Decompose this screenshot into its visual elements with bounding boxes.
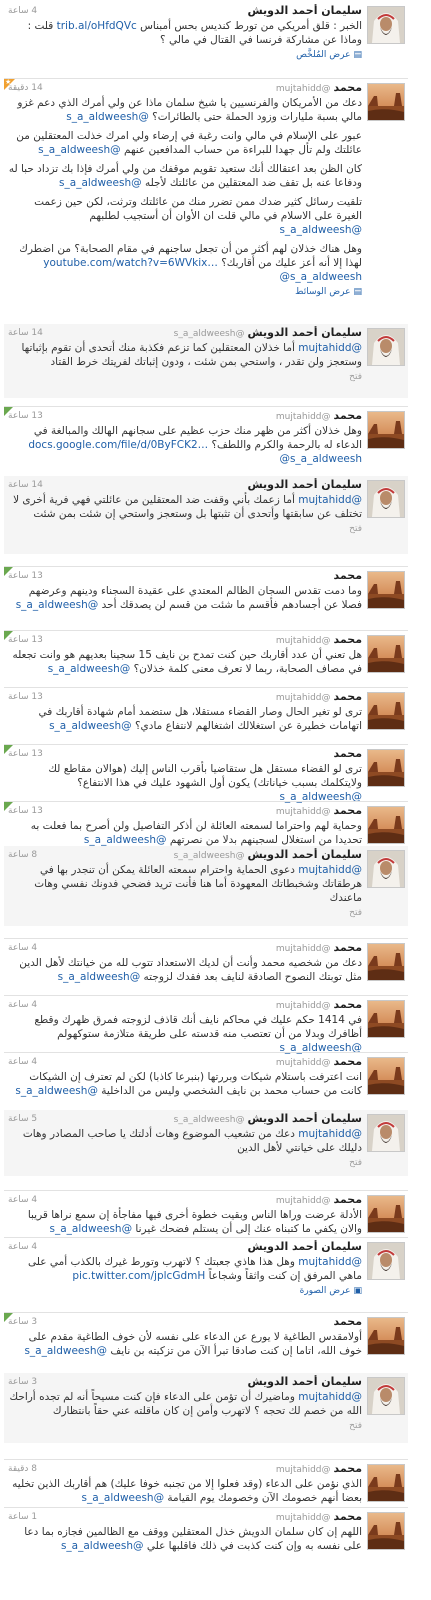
tweet[interactable] [4, 938, 408, 994]
tweet[interactable] [4, 801, 408, 845]
tweet-paragraph [8, 1525, 362, 1553]
text-segment: اللهم إن كان سلمان الدويش خذل المعتقلين ووقف مع الظالمين فجازه بما دعا على نفسه به وإن كنت كذبت في ذلك فاقلبها علي [24, 1526, 362, 1552]
tweet-content [8, 1240, 362, 1297]
media-icon: ▤ [353, 50, 362, 60]
tweet-content [8, 1375, 362, 1432]
tweet-paragraph [8, 1330, 362, 1358]
author-handle[interactable]: @mujtahidd [275, 636, 331, 646]
avatar[interactable] [367, 1195, 405, 1233]
tweet[interactable] [4, 1237, 408, 1301]
tweet-paragraph [8, 341, 362, 369]
author-handle[interactable]: @mujtahidd [275, 1058, 331, 1068]
tweet-header [8, 1193, 362, 1207]
tweet-content [8, 1462, 362, 1505]
tweet[interactable] [4, 78, 408, 324]
tweet[interactable] [4, 1459, 408, 1505]
text-segment: أما خذلان المعتقلين كما تزعم فكذبة منك أتحدى أن تقوم بإثباتها وستعجز ولن تقدر ، واستحي بمن شئت ، ودون إثباتك لفريتك خرط القتاد [21, 342, 362, 368]
tweet-header [8, 1510, 362, 1524]
timestamp[interactable]: 4 ساعة [8, 6, 38, 16]
author-name[interactable]: سليمان أحمد الدويش [247, 848, 362, 861]
tweet-header [8, 569, 362, 583]
expand-action[interactable] [8, 1420, 362, 1432]
timestamp[interactable]: 13 ساعة [8, 411, 43, 421]
author-name[interactable]: محمد [333, 569, 362, 582]
mention-link[interactable]: @s_a_aldweesh [279, 1042, 362, 1054]
avatar[interactable] [367, 1114, 405, 1152]
text-segment: وما دمت تقدس السجان الظالم المعتدي على عقيدة السجناء ودينهم وعرضهم فصلا عن أجسادهم فأقسم ما شئت من قسم لن يصدقك أحد [28, 585, 362, 611]
tweet-text [8, 705, 362, 733]
author-name[interactable]: محمد [333, 633, 362, 646]
tweet[interactable] [4, 1312, 408, 1362]
author-name[interactable]: سليمان أحمد الدويش [247, 1240, 362, 1253]
mention-link[interactable]: @mujtahidd [298, 1256, 362, 1268]
text-segment: تلقيت رسائل كثير ضدك ممن تضرر منك من عائلتك وترثت، لكن حين زعمت الغيرة على الاسلام في مالي قلت ان الأوان أن أستجيب لطلبهم [34, 196, 362, 222]
text-segment: انت اعترفت باستلام شيكات وبررتها (بنبرعا كاذبا) لكن لم تعترف إن الشيكات كانت من حساب محمد بن نايف الشخصي وليس من الداخلية [29, 1071, 362, 1097]
author-handle[interactable]: @mujtahidd [275, 944, 331, 954]
tweet-content [8, 1112, 362, 1169]
tweet-text [8, 1208, 362, 1236]
text-segment: وماضيرك أن تؤمن على الدعاء فإن كنت مسيحاً أنه لم تجده أراحك الله من خصم لك تحجه ؟ لاتهرب وأمن إن كان ماقلته عني حقاً بانتظارك [9, 1391, 362, 1417]
expand-action[interactable] [8, 49, 362, 61]
mention-link[interactable]: @s_a_aldweesh [15, 599, 99, 611]
mention-link[interactable]: @s_a_aldweesh [279, 453, 362, 465]
tweet[interactable] [4, 476, 408, 554]
tweet-paragraph [8, 648, 362, 676]
avatar[interactable] [367, 1057, 405, 1095]
tweet-header [8, 1462, 362, 1476]
media-icon: ▣ [353, 1286, 362, 1296]
avatar[interactable] [367, 411, 405, 449]
timestamp[interactable]: 13 ساعة [8, 749, 43, 759]
text-segment: كان الظن بعد اعتقالك أنك ستعيد تقويم موقفك من ولي أمرك فإذا بك تزداد حبا له ودفاعا عنه بل تقف ضد المعتقلين من عائلتك لأجله [8, 163, 362, 189]
tweet-text [8, 1013, 362, 1055]
author-handle[interactable]: @mujtahidd [275, 1001, 331, 1011]
tweet-paragraph [8, 195, 362, 237]
text-segment: دعك من تشعيب الموضوع وهات أدلتك يا صاحب المصادر وهات دليلك على خيانتي لأهل الدين [22, 1128, 362, 1154]
tweet-text [8, 424, 362, 466]
tweet-header [8, 1315, 362, 1329]
tweet-paragraph [8, 129, 362, 157]
tweet-content [8, 998, 362, 1055]
text-segment: عبور على الإسلام في مالي وانت رغبة في إرضاء ولي امرك خذلت المعتقلين من عائلتك ولم تأل جهدا للبراءة من حساب المدافعين عنهم [16, 130, 362, 156]
tweet-paragraph [8, 242, 362, 284]
text-segment: دعوى الحماية واحترام سمعته العائلة يمكن أن تنجدر بها في هرطقاتك وشخبطاتك المعهودة أما هنا فأنت تريد فضحي فدونك نفسي وهات ماعندك [34, 864, 362, 904]
text-segment: قلت : وماذا عن مشاركة فرنسا في القتال في مالي ؟ [27, 20, 362, 46]
tweet-header [8, 326, 362, 340]
tweet-text [8, 96, 362, 284]
tweet-text [8, 1390, 362, 1418]
author-name[interactable]: سليمان أحمد الدويش [247, 1112, 362, 1125]
author-name[interactable]: سليمان أحمد الدويش [247, 4, 362, 17]
author-name[interactable]: محمد [333, 1462, 362, 1475]
expand-action-label: فتح [349, 1421, 362, 1431]
tweet-content [8, 633, 362, 676]
mention-link[interactable]: @s_a_aldweesh [279, 271, 362, 283]
tweet-content [8, 1315, 362, 1358]
author-name[interactable]: محمد [333, 941, 362, 954]
author-name[interactable]: محمد [333, 1510, 362, 1523]
expand-action-label: فتح [349, 524, 362, 534]
author-name[interactable]: محمد [333, 747, 362, 760]
tweet-text [8, 1070, 362, 1098]
timestamp[interactable]: 13 ساعة [8, 806, 43, 816]
tweet-header [8, 848, 362, 862]
tweet-header [8, 81, 362, 95]
tweet-content [8, 4, 362, 61]
tweet-header [8, 690, 362, 704]
avatar[interactable] [367, 1317, 405, 1355]
tweet-paragraph [8, 1390, 362, 1418]
mention-link[interactable]: @s_a_aldweesh [83, 834, 167, 846]
timestamp[interactable]: 3 ساعة [8, 1377, 38, 1387]
media-icon: ▤ [353, 287, 362, 297]
tweet-text [8, 584, 362, 612]
expand-action-label: عرض الصورة [299, 1286, 351, 1296]
text-segment: وهل هذا هاذي جعبتك ؟ لاتهرب وتورط غيرك بالكذب أمي على ماهي المرفق إن كنت واثقاً وشجاعاً [28, 1256, 362, 1282]
tweet-text [8, 1330, 362, 1358]
author-name[interactable]: سليمان أحمد الدويش [247, 326, 362, 339]
mention-link[interactable]: @s_a_aldweesh [279, 791, 362, 803]
mention-link[interactable]: @s_a_aldweesh [60, 1540, 144, 1552]
mention-link[interactable]: @s_a_aldweesh [279, 224, 362, 236]
tweet-paragraph [8, 1477, 362, 1505]
tweet-text [8, 19, 362, 47]
avatar[interactable] [367, 328, 405, 366]
text-segment: دعك من الأمريكان والفرنسيين يا شيخ سلمان ماذا عن ولي أمرك الذي دعم غزو مالي بسبة مليارات وزود الحملة حتى بالطائرات؟ [17, 97, 362, 123]
tweet-content [8, 1055, 362, 1098]
text-segment: ترى لو القضاء مستقل هل ستقاضيا بأقرب الناس إليك (هوالان مقاطع لك ولايتكلمك بسبب خياناتك) يكون أول الشهود عليك في هذا الانتفاع؟ [48, 763, 362, 789]
timestamp[interactable]: 13 ساعة [8, 635, 43, 645]
author-handle[interactable]: @mujtahidd [275, 807, 331, 817]
tweet[interactable] [4, 566, 408, 628]
tweet-paragraph [8, 424, 362, 466]
author-handle[interactable]: @mujtahidd [275, 412, 331, 422]
text-segment: ترى لو تغير الحال وصار القضاء مستقلا، هل ستضمد أمام شهادة أقاربك في اتهامات خطيرة عن استغلالك اشتغالهم لانتفاع مادي؟ [38, 706, 362, 732]
avatar[interactable] [367, 1377, 405, 1415]
mention-link[interactable]: @mujtahidd [298, 1391, 362, 1403]
timestamp[interactable]: 14 ساعة [8, 480, 43, 490]
mention-link[interactable]: @s_a_aldweesh [81, 1492, 165, 1504]
expand-action-label: فتح [349, 908, 362, 918]
tweet-paragraph [8, 1127, 362, 1155]
tweet-paragraph [8, 956, 362, 984]
text-segment: الذي نؤمن على الدعاء (وقد فعلوا إلا من تجنبه خوفا عليك) هم أقاربك الذين تخليه بعضا أنهم خصومك الآن وخصومك يوم القيامة [12, 1478, 362, 1504]
timestamp[interactable]: 13 ساعة [8, 692, 43, 702]
tweet-content [8, 941, 362, 984]
mention-link[interactable]: @s_a_aldweesh [49, 1223, 133, 1235]
text-segment: أما زعمك بأني وقفت ضد المعتقلين من عائلتي فهي فرية أخرى لا تختلف عن سابقتها وأتحدى أن تثبتها بل وستعجز واستحي إن شئت بمن شئت [13, 494, 362, 520]
expand-action-label: عرض الوسائط [295, 287, 351, 297]
expand-action[interactable] [8, 1157, 362, 1169]
timestamp[interactable]: 14 ساعة [8, 328, 43, 338]
avatar[interactable] [367, 749, 405, 787]
expand-action[interactable] [8, 286, 362, 298]
expand-action[interactable] [8, 1285, 362, 1297]
timestamp[interactable]: 1 ساعة [8, 1512, 38, 1522]
expand-action-label: فتح [349, 1158, 362, 1168]
expand-action-label: فتح [349, 372, 362, 382]
author-name[interactable]: محمد [333, 1193, 362, 1206]
author-name[interactable]: محمد [333, 1055, 362, 1068]
tweet-content [8, 804, 362, 847]
author-name[interactable]: محمد [333, 998, 362, 1011]
url-link[interactable]: youtube.com/watch?v=6WVkix… [43, 257, 218, 269]
mention-link[interactable]: @s_a_aldweesh [59, 177, 142, 189]
tweet-paragraph [8, 705, 362, 733]
tweet-content [8, 409, 362, 466]
tweet-text [8, 819, 362, 847]
avatar[interactable] [367, 850, 405, 888]
tweet[interactable] [4, 744, 408, 803]
text-segment: الخبر : قلق أمريكي من تورط كنديس بحس أمبناس [136, 20, 362, 32]
url-link[interactable]: pic.twitter.com/jplcGdmH [72, 1270, 206, 1282]
mention-link[interactable]: @mujtahidd [298, 864, 362, 876]
expand-action-label: عرض المُلخَّص [296, 50, 351, 60]
tweet-header [8, 478, 362, 492]
tweet-header [8, 1240, 362, 1254]
tweet-header [8, 633, 362, 647]
tweet-paragraph [8, 1070, 362, 1098]
tweet-text [8, 1477, 362, 1505]
text-segment: وهل خذلان أكثر من ظهر منك حزب عظيم على سجانهم الهالك والمبالغة في الدعاء له بالرحمة والكرم واللطف؟ [33, 425, 362, 451]
avatar[interactable] [367, 83, 405, 121]
tweet-header [8, 747, 362, 761]
mention-link[interactable]: @s_a_aldweesh [38, 144, 121, 156]
tweet-text [8, 341, 362, 369]
tweet-paragraph [8, 1013, 362, 1055]
tweet-header [8, 1055, 362, 1069]
mention-link[interactable]: @s_a_aldweesh [15, 1085, 98, 1097]
tweet[interactable] [4, 995, 408, 1054]
tweet[interactable] [4, 1110, 408, 1176]
tweet-content [8, 747, 362, 804]
author-handle[interactable]: @mujtahidd [275, 693, 331, 703]
tweet-paragraph [8, 762, 362, 804]
tweet-paragraph [8, 493, 362, 521]
star-icon: ★ [5, 78, 12, 86]
tweet-header [8, 941, 362, 955]
text-segment: دعك من شخصيه محمد وأنت أن لديك الاستعداد تتوب لله من خيانتك لأهل الدين مثل توبتك النصوح الصادقة لنايف بعد فقدك لزوجته [19, 957, 362, 983]
expand-action[interactable] [8, 371, 362, 383]
tweet[interactable] [4, 630, 408, 686]
tweet-paragraph [8, 19, 362, 47]
mention-link[interactable]: @mujtahidd [298, 342, 362, 354]
mention-link[interactable]: @mujtahidd [298, 494, 362, 506]
mention-link[interactable]: @s_a_aldweesh [57, 971, 141, 983]
mention-link[interactable]: @s_a_aldweesh [66, 111, 149, 123]
tweet-content [8, 81, 362, 298]
tweet[interactable] [4, 1190, 408, 1236]
author-name[interactable]: محمد [333, 804, 362, 817]
author-handle[interactable]: @s_a_aldweesh [173, 1115, 245, 1125]
tweet-content [8, 478, 362, 535]
timestamp[interactable]: 4 ساعة [8, 1242, 38, 1252]
tweet-header [8, 1112, 362, 1126]
timestamp[interactable]: 3 ساعة [8, 1317, 38, 1327]
mention-link[interactable]: @s_a_aldweesh [24, 1345, 108, 1357]
mention-link[interactable]: @s_a_aldweesh [47, 663, 131, 675]
expand-action[interactable] [8, 907, 362, 919]
avatar[interactable] [367, 1242, 405, 1280]
tweet-header [8, 804, 362, 818]
avatar[interactable] [367, 635, 405, 673]
tweet[interactable] [4, 2, 408, 60]
tweet-paragraph [8, 584, 362, 612]
tweet[interactable] [4, 324, 408, 398]
avatar[interactable] [367, 6, 405, 44]
avatar[interactable] [367, 1000, 405, 1038]
author-handle[interactable]: @mujtahidd [275, 1513, 331, 1523]
url-link[interactable]: trib.al/oHfdQVc [56, 20, 137, 32]
author-name[interactable]: محمد [333, 1315, 362, 1328]
timestamp[interactable]: 8 ساعة [8, 850, 38, 860]
text-segment: أولامقدس الطاغية لا يورع عن الدعاء على نفسه لأن خوف الطاغية مقدم على خوف الله، اتاما إن كنت صادقا تبرأ الآن من تزكيته بن نايف [28, 1331, 362, 1357]
tweet-paragraph [8, 96, 362, 124]
tweet[interactable] [4, 1507, 408, 1565]
timestamp[interactable]: 14 دقيقة [8, 83, 43, 93]
tweet-text [8, 956, 362, 984]
author-handle[interactable]: @s_a_aldweesh [173, 851, 245, 861]
avatar[interactable] [367, 480, 405, 518]
tweet-text [8, 1525, 362, 1553]
timestamp[interactable]: 5 ساعة [8, 1114, 38, 1124]
text-segment: هل تعني أن عدد أقاربك حين كنت تمدح بن نايف 15 سجينا بعديهم هو وانت تجعله في مصاف الصحابة، ربما لا تعرف معنى كلمة خذلان؟ [12, 649, 362, 675]
author-name[interactable]: سليمان أحمد الدويش [247, 1375, 362, 1388]
tweet-content [8, 569, 362, 612]
mention-link[interactable]: @s_a_aldweesh [49, 720, 132, 732]
tweet-text [8, 1255, 362, 1283]
tweet-content [8, 1193, 362, 1236]
tweet[interactable] [4, 1052, 408, 1108]
text-segment: وهل هناك خذلان لهم أكثر من أن تجعل ساجنهم في مقام الصحابة؟ من اضطرك لهذا إلا أنه أعز عليك من أقاربك؟ [19, 243, 362, 269]
tweet-paragraph [8, 162, 362, 190]
tweet-header [8, 1375, 362, 1389]
avatar[interactable] [367, 943, 405, 981]
tweet-text [8, 648, 362, 676]
author-name[interactable]: محمد [333, 409, 362, 422]
timestamp[interactable]: 8 دقيقة [8, 1464, 37, 1474]
expand-action[interactable] [8, 523, 362, 535]
tweet[interactable] [4, 846, 408, 926]
tweet-text [8, 863, 362, 905]
avatar[interactable] [367, 692, 405, 730]
author-name[interactable]: محمد [333, 690, 362, 703]
author-name[interactable]: محمد [333, 81, 362, 94]
tweet-content [8, 1510, 362, 1553]
tweet[interactable] [4, 687, 408, 743]
timestamp[interactable]: 4 ساعة [8, 1000, 38, 1010]
tweet[interactable] [4, 1373, 408, 1443]
author-handle[interactable]: @mujtahidd [275, 84, 331, 94]
tweet-text [8, 493, 362, 521]
text-segment: في 1414 حكم عليك في محاكم نايف أنك قاذف لزوجته فمرق ظهرك وقطع أظافرك وبدلا من أن تعتصب منه قدسته على طريقة متلازمة ستوكهولم [34, 1014, 362, 1040]
avatar[interactable] [367, 571, 405, 609]
author-handle[interactable]: @mujtahidd [275, 1465, 331, 1475]
tweet-content [8, 848, 362, 919]
timestamp[interactable]: 13 ساعة [8, 571, 43, 581]
tweet-text [8, 762, 362, 804]
author-handle[interactable]: @mujtahidd [275, 1196, 331, 1206]
tweet-header [8, 4, 362, 18]
url-link[interactable]: docs.google.com/file/d/0ByFCK2… [28, 439, 209, 451]
text-segment: وحماية لهم واحتراما لسمعته العائلة لن أذكر التفاصيل ولن أصرح بما فعلت به تحديدا من استغلال لسجينهم بدلا من نصرتهم [30, 820, 362, 846]
tweet-paragraph [8, 819, 362, 847]
tweet-content [8, 690, 362, 733]
tweet-header [8, 409, 362, 423]
tweet-content [8, 326, 362, 383]
tweet-paragraph [8, 1208, 362, 1236]
text-segment: الأدلة عرضت وراها الناس وبقيت خطوة أخرى فيها مفاجأة إن سمع نراها قريبا والان يكفي ما كتبناه عنك إلى أن يستلم فضحك غيرنا [27, 1209, 362, 1235]
timestamp[interactable]: 4 ساعة [8, 1057, 38, 1067]
tweet-header [8, 998, 362, 1012]
tweet-text [8, 1127, 362, 1155]
tweet[interactable] [4, 406, 408, 472]
tweet-paragraph [8, 1255, 362, 1283]
mention-link[interactable]: @mujtahidd [298, 1128, 362, 1140]
tweet-paragraph [8, 863, 362, 905]
author-handle[interactable]: @s_a_aldweesh [173, 329, 245, 339]
author-name[interactable]: سليمان أحمد الدويش [247, 478, 362, 491]
avatar[interactable] [367, 806, 405, 844]
avatar[interactable] [367, 1464, 405, 1502]
avatar[interactable] [367, 1512, 405, 1550]
timestamp[interactable]: 4 ساعة [8, 1195, 38, 1205]
timestamp[interactable]: 4 ساعة [8, 943, 38, 953]
